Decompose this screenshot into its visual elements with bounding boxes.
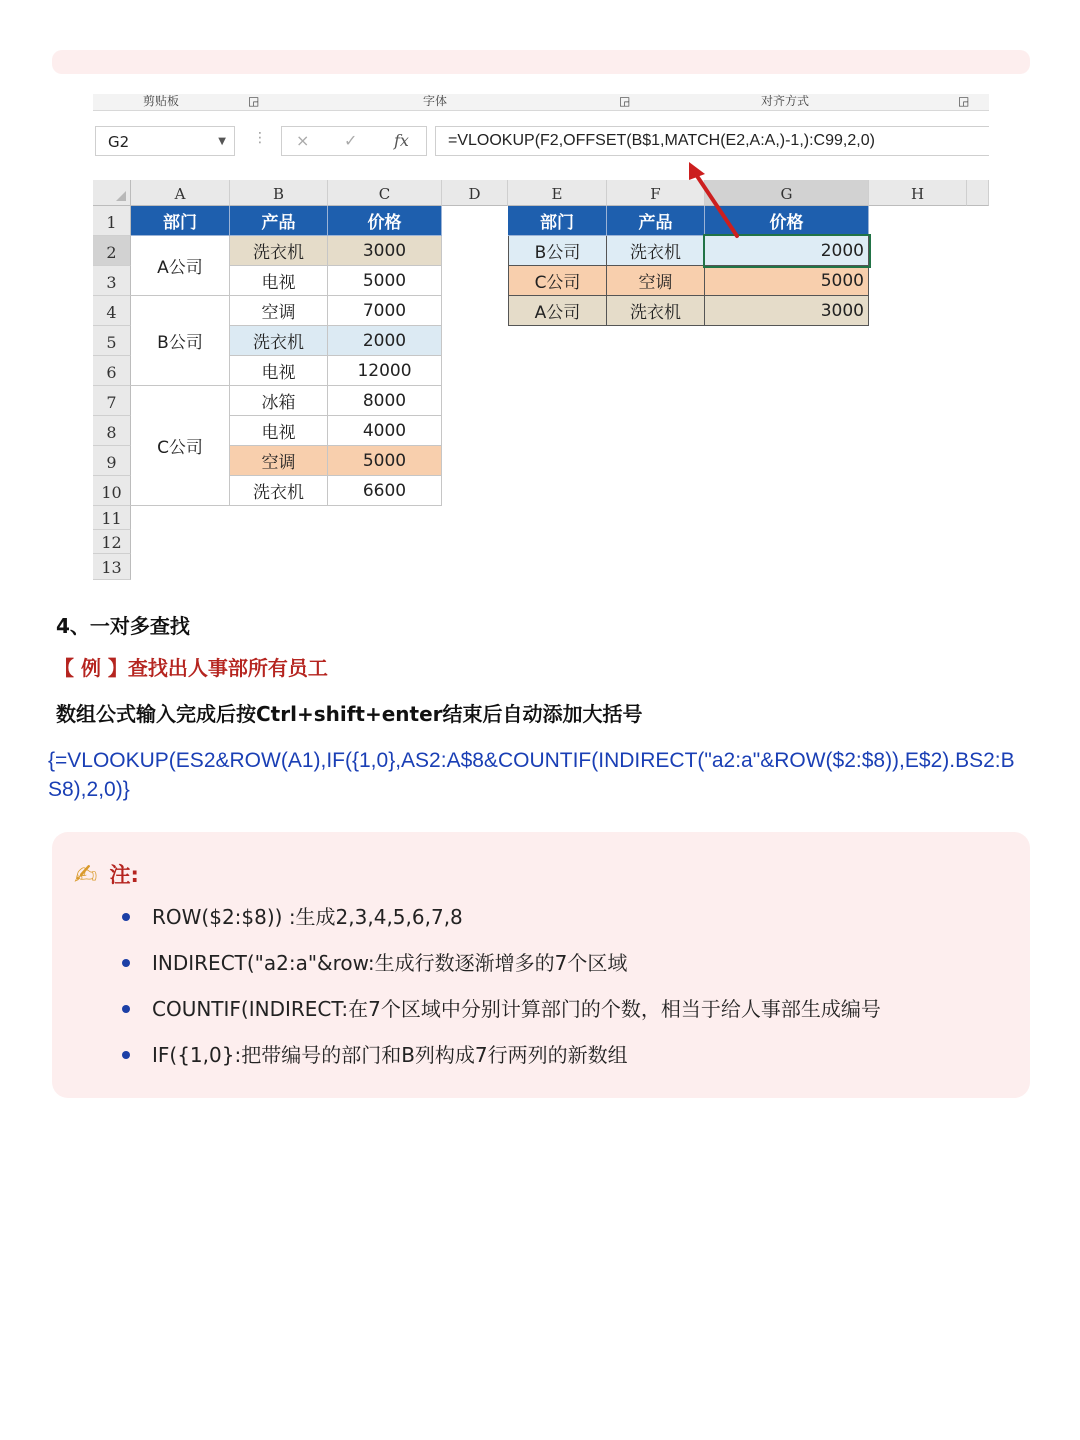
price-cell[interactable]: 6600	[328, 476, 442, 506]
note-item	[122, 940, 881, 986]
product-cell[interactable]: 洗衣机	[230, 476, 328, 506]
row-header[interactable]: 3	[93, 266, 131, 296]
example-heading: 【 例 】查找出人事部所有员工	[54, 656, 328, 680]
row-header[interactable]: 1	[93, 206, 131, 236]
row-header[interactable]: 8	[93, 416, 131, 446]
note-item-text: INDIRECT("a2:a"&row:生成行数逐渐增多的7个区域	[152, 951, 628, 975]
product-cell[interactable]: 洗衣机	[230, 236, 328, 266]
note-item	[122, 986, 881, 1032]
dialog-launcher-icon[interactable]: ◲	[248, 94, 260, 108]
dialog-launcher-icon[interactable]: ◲	[958, 94, 970, 108]
bullet-icon	[122, 1051, 130, 1059]
confirm-icon[interactable]: ✓	[344, 131, 358, 150]
company-cell[interactable]: C公司	[131, 386, 230, 506]
col-header-f[interactable]: F	[607, 180, 705, 206]
col-header-d[interactable]: D	[442, 180, 508, 206]
bullet-icon	[122, 913, 130, 921]
price-cell[interactable]: 4000	[328, 416, 442, 446]
header-dept[interactable]: 部门	[131, 206, 230, 236]
arrow-annotation-icon	[93, 94, 989, 580]
row-header[interactable]: 2	[93, 236, 131, 266]
price-cell[interactable]: 2000	[328, 326, 442, 356]
product-cell[interactable]: 电视	[230, 416, 328, 446]
row-header[interactable]: 6	[93, 356, 131, 386]
cancel-icon[interactable]: ×	[296, 131, 310, 150]
note-item	[122, 894, 881, 940]
header-price[interactable]: 价格	[328, 206, 442, 236]
ribbon-group-font[interactable]: 字体	[423, 94, 448, 108]
chevron-down-icon[interactable]: ▼	[218, 136, 226, 147]
lookup-dept-cell[interactable]: C公司	[508, 266, 607, 296]
note-item-text: ROW($2:$8)) :生成2,3,4,5,6,7,8	[152, 905, 463, 929]
lookup-dept-cell[interactable]: B公司	[508, 236, 607, 266]
row-header[interactable]: 11	[93, 506, 131, 530]
price-cell[interactable]: 8000	[328, 386, 442, 416]
row-header[interactable]: 10	[93, 476, 131, 506]
array-formula: {=VLOOKUP(ES2&ROW(A1),IF({1,0},AS2:A$8&COUNTIF(INDIRECT("a2:a"&ROW($2:$8)),E$2).BS2:BS8),2,0)}	[48, 749, 1015, 801]
function-icon[interactable]: fx	[394, 131, 409, 150]
lookup-price-cell[interactable]: 5000	[705, 266, 869, 296]
lookup-product-cell[interactable]: 洗衣机	[607, 236, 705, 266]
more-icon: ⋮	[253, 130, 267, 146]
lookup-header-dept[interactable]: 部门	[508, 206, 607, 236]
company-cell[interactable]: B公司	[131, 296, 230, 386]
row-header[interactable]: 12	[93, 530, 131, 554]
lookup-header-product[interactable]: 产品	[607, 206, 705, 236]
price-cell[interactable]: 7000	[328, 296, 442, 326]
lookup-product-cell[interactable]: 洗衣机	[607, 296, 705, 326]
price-cell[interactable]: 5000	[328, 446, 442, 476]
col-header-e[interactable]: E	[508, 180, 607, 206]
price-cell[interactable]: 12000	[328, 356, 442, 386]
product-cell[interactable]: 空调	[230, 446, 328, 476]
row-header[interactable]: 4	[93, 296, 131, 326]
col-header-h[interactable]: H	[869, 180, 967, 206]
lookup-price-cell[interactable]: 3000	[705, 296, 869, 326]
row-header[interactable]: 7	[93, 386, 131, 416]
note-item-text: COUNTIF(INDIRECT:在7个区域中分别计算部门的个数，相当于给人事部生成编号	[152, 997, 881, 1021]
product-cell[interactable]: 洗衣机	[230, 326, 328, 356]
lookup-price-cell[interactable]: 2000	[705, 236, 869, 266]
bullet-icon	[122, 1005, 130, 1013]
note-list	[122, 894, 881, 1078]
product-cell[interactable]: 空调	[230, 296, 328, 326]
col-header-a[interactable]: A	[131, 180, 230, 206]
header-product[interactable]: 产品	[230, 206, 328, 236]
note-header	[74, 858, 139, 890]
note-item-text: IF({1,0}:把带编号的部门和B列构成7行两列的新数组	[152, 1043, 628, 1067]
name-box-value: G2	[108, 133, 130, 151]
note-box	[52, 832, 1030, 1098]
row-header[interactable]: 13	[93, 554, 131, 580]
col-header-b[interactable]: B	[230, 180, 328, 206]
excel-screenshot	[93, 94, 989, 580]
lookup-product-cell[interactable]: 空调	[607, 266, 705, 296]
dialog-launcher-icon[interactable]: ◲	[619, 94, 631, 108]
product-cell[interactable]: 冰箱	[230, 386, 328, 416]
row-header[interactable]: 5	[93, 326, 131, 356]
product-cell[interactable]: 电视	[230, 266, 328, 296]
company-cell[interactable]: A公司	[131, 236, 230, 296]
note-title: 注:	[109, 863, 139, 887]
price-cell[interactable]: 3000	[328, 236, 442, 266]
top-band	[52, 50, 1030, 74]
section-title: 4、一对多查找	[56, 614, 190, 638]
formula-input[interactable]: =VLOOKUP(F2,OFFSET(B$1,MATCH(E2,A:A,)-1,):C99,2,0)	[435, 126, 989, 156]
col-header-c[interactable]: C	[328, 180, 442, 206]
row-header[interactable]: 9	[93, 446, 131, 476]
lookup-dept-cell[interactable]: A公司	[508, 296, 607, 326]
product-cell[interactable]: 电视	[230, 356, 328, 386]
note-item	[122, 1032, 881, 1078]
ribbon-group-alignment[interactable]: 对齐方式	[761, 94, 810, 108]
bullet-icon	[122, 959, 130, 967]
ribbon-group-clipboard[interactable]: 剪贴板	[143, 94, 180, 108]
price-cell[interactable]: 5000	[328, 266, 442, 296]
lookup-header-price[interactable]: 价格	[705, 206, 869, 236]
col-header-g[interactable]: G	[705, 180, 869, 206]
writing-hand-icon: ✍	[74, 857, 98, 891]
instruction-text: 数组公式输入完成后按Ctrl+shift+enter结束后自动添加大括号	[56, 702, 643, 726]
